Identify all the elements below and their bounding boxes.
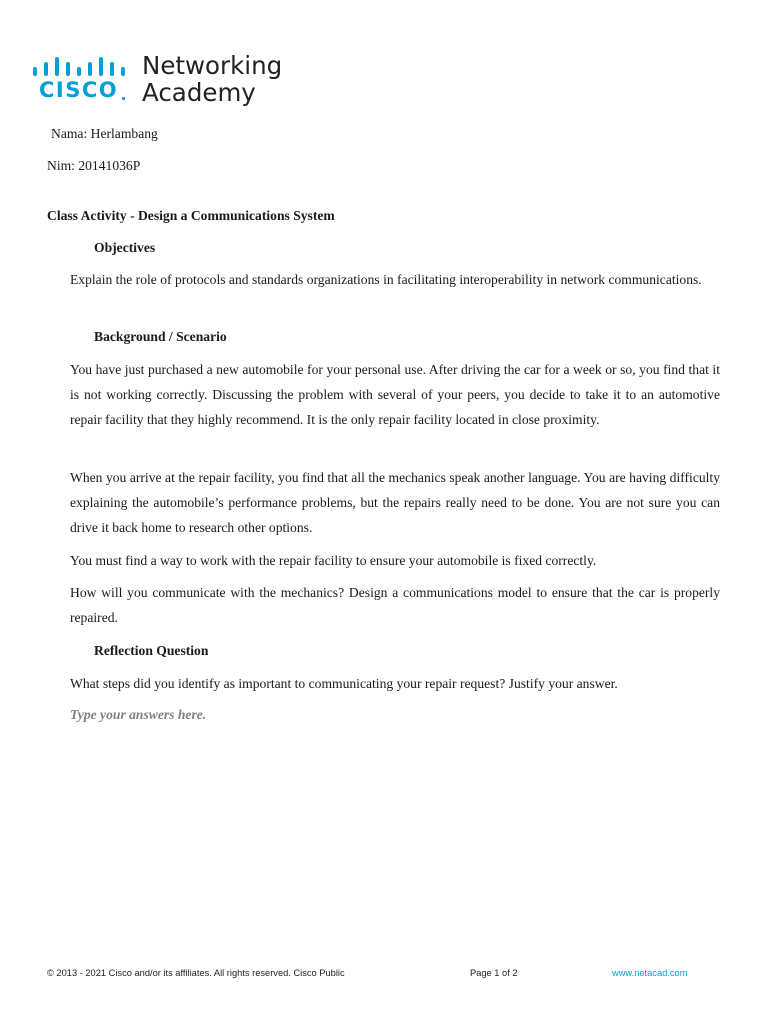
networking-academy-text bbox=[142, 52, 282, 106]
background-heading: Background / Scenario bbox=[94, 329, 227, 344]
background-paragraph: You must find a way to work with the repair facility to ensure your automobile is fixed correctly. bbox=[70, 553, 597, 568]
objectives-heading: Objectives bbox=[94, 240, 156, 255]
footer-website-link[interactable]: www.netacad.com bbox=[612, 968, 688, 978]
footer-page-number: Page 1 of 2 bbox=[470, 968, 518, 978]
background-paragraph: When you arrive at the repair facility, you find that all the mechanics speak another language. You are having difficulty explaining the automobile’s performance problems, but the repairs really need to be done. You are not sure you can drive it back home to research other options. bbox=[70, 470, 720, 535]
activity-title: Class Activity - Design a Communications System bbox=[47, 208, 335, 223]
footer-copyright: © 2013 - 2021 Cisco and/or its affiliates. All rights reserved. Cisco Public bbox=[47, 968, 345, 978]
student-nim: Nim: 20141036P bbox=[47, 158, 141, 173]
reflection-question: What steps did you identify as important to communicating your repair request? Justify your answer. bbox=[70, 676, 618, 691]
answer-placeholder[interactable]: Type your answers here. bbox=[70, 707, 207, 722]
cisco-wordmark: CISCO bbox=[39, 78, 119, 102]
logo-line-academy: Academy bbox=[142, 78, 256, 107]
objectives-body: Explain the role of protocols and standards organizations in facilitating interoperability in network communications. bbox=[70, 272, 702, 287]
cisco-bars-icon bbox=[33, 57, 129, 79]
background-paragraph: How will you communicate with the mechanics? Design a communications model to ensure that the car is properly repaired. bbox=[70, 585, 720, 625]
reflection-heading: Reflection Question bbox=[94, 643, 209, 658]
background-paragraph: You have just purchased a new automobile for your personal use. After driving the car for a week or so, you find that it is not working correctly. Discussing the problem with several of your peers, you decide to take it to an automotive repair facility that they highly recommend. It is the only repair facility located in close proximity. bbox=[70, 362, 720, 427]
student-name: Nama: Herlambang bbox=[51, 126, 158, 141]
cisco-networking-academy-logo bbox=[33, 53, 293, 113]
logo-line-networking: Networking bbox=[142, 51, 283, 80]
trademark-dot bbox=[122, 97, 125, 100]
